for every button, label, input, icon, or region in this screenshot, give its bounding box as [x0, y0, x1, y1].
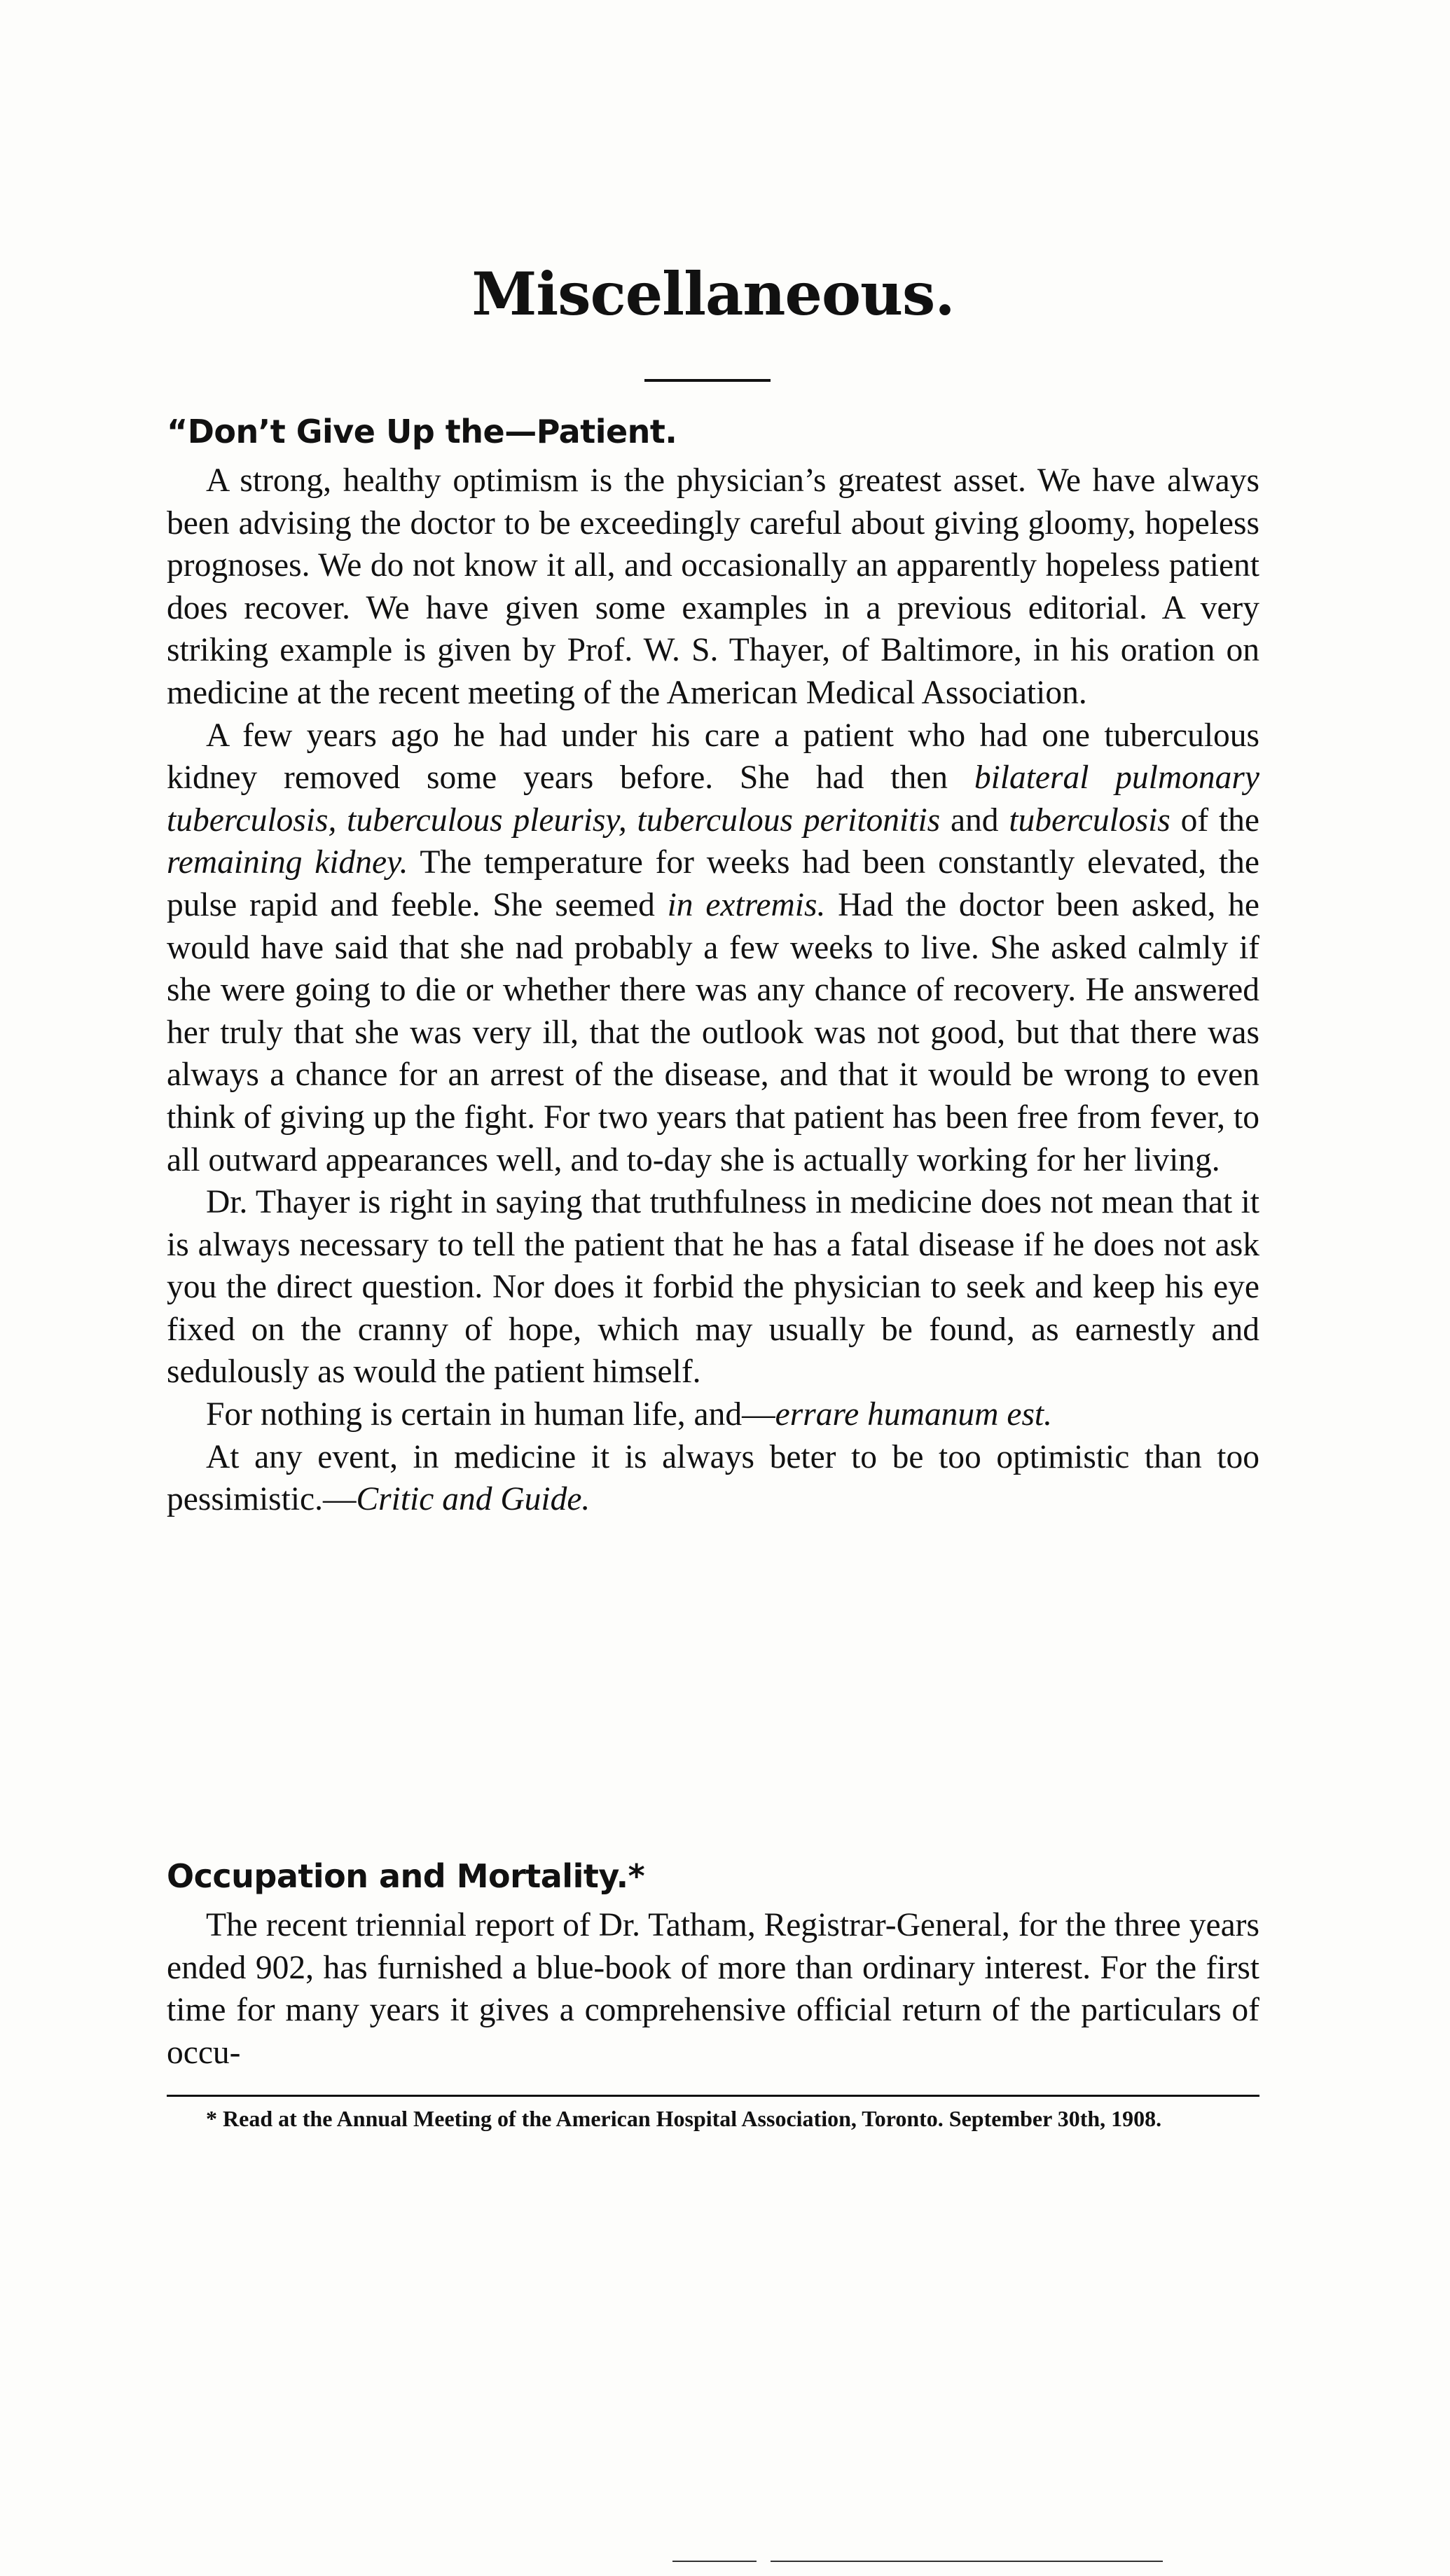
paragraph — [167, 1393, 1259, 1436]
text-run: A strong, healthy optimism is the physician’s greatest asset. We have always been advising the doctor to be exceedingly careful about giving gloomy, hopeless prognoses. We do not know it all, and occasionally an apparently hopeless patient does recover. We have given some examples in a previous editorial. A very striking example is given by Prof. W. S. Thayer, of Baltimore, in his oration on medicine at the recent meeting of the American Medical Association. — [167, 462, 1259, 711]
bottom-edge-mark-right — [771, 2561, 1163, 2562]
text-run: Dr. Thayer is right in saying that truthfulness in medicine does not mean that it is always necessary to tell the patient that he has a fatal disease if he does not ask you the direct question. Nor does it forbid the physician to seek and keep his eye fixed on the cranny of hope, which may usually be found, as earnestly and sedulously as would the patient himself. — [167, 1184, 1259, 1391]
article-heading-dont-give-up: “Don’t Give Up the—Patient. — [167, 413, 677, 450]
title-divider — [644, 379, 771, 382]
text-run: Had the doctor been asked, he would have said that she nad probably a few weeks to live. She asked calmly if she were going to die or whether there was any chance of recovery. He answered her truly that she was very ill, that the outlook was not good, but that there was always a chance for an arrest of the disease, and that it would be wrong to even think of giving up the fight. For two years that patient has been free from fever, to all outward appearances well, and to-day she is actually working for her living. — [167, 886, 1259, 1178]
paragraph — [167, 1436, 1259, 1521]
paragraph — [167, 1181, 1259, 1393]
italic-run: bilateral pulmonary tuberculosis, tuberculous pleurisy, tuberculous peritonitis — [167, 759, 1259, 839]
bottom-edge-mark-left — [672, 2561, 757, 2562]
paragraph — [167, 460, 1259, 715]
italic-run: tuberculosis — [1009, 801, 1171, 839]
article-body-dont-give-up — [167, 460, 1259, 1521]
page-title: Miscellaneous. — [471, 259, 955, 329]
text-run: At any event, in medicine it is always beter to be too optimistic than too pessimistic.— — [167, 1438, 1259, 1518]
italic-run: remaining kidney. — [167, 844, 408, 881]
text-run: For nothing is certain in human life, and— — [206, 1396, 775, 1433]
footnote: * Read at the Annual Meeting of the American Hospital Association, Toronto. September 30th, 1908. — [206, 2106, 1162, 2131]
text-run: The temperature for weeks had been constantly elevated, the pulse rapid and feeble. She seemed — [167, 844, 1259, 923]
text-run: A few years ago he had under his care a patient who had one tuberculous kidney removed some years before. She had then — [167, 717, 1259, 797]
paragraph — [167, 1904, 1259, 2074]
italic-run: Critic and Guide. — [356, 1481, 591, 1518]
article-heading-occupation-mortality: Occupation and Mortality.* — [167, 1857, 645, 1895]
footnote-divider — [167, 2095, 1259, 2097]
italic-run: errare humanum est. — [775, 1396, 1052, 1433]
text-run: The recent triennial report of Dr. Tatham, Registrar-General, for the three years ended 902, has furnished a blue-book of more than ordinary interest. For the first time for many years it gives a comprehensive official return of the particulars of occu- — [167, 1907, 1259, 2071]
italic-run: in extremis. — [667, 886, 826, 923]
paragraph — [167, 715, 1259, 1182]
article-body-occupation-mortality — [167, 1904, 1259, 2074]
text-run: of the — [1170, 801, 1259, 839]
text-run: and — [940, 801, 1009, 839]
